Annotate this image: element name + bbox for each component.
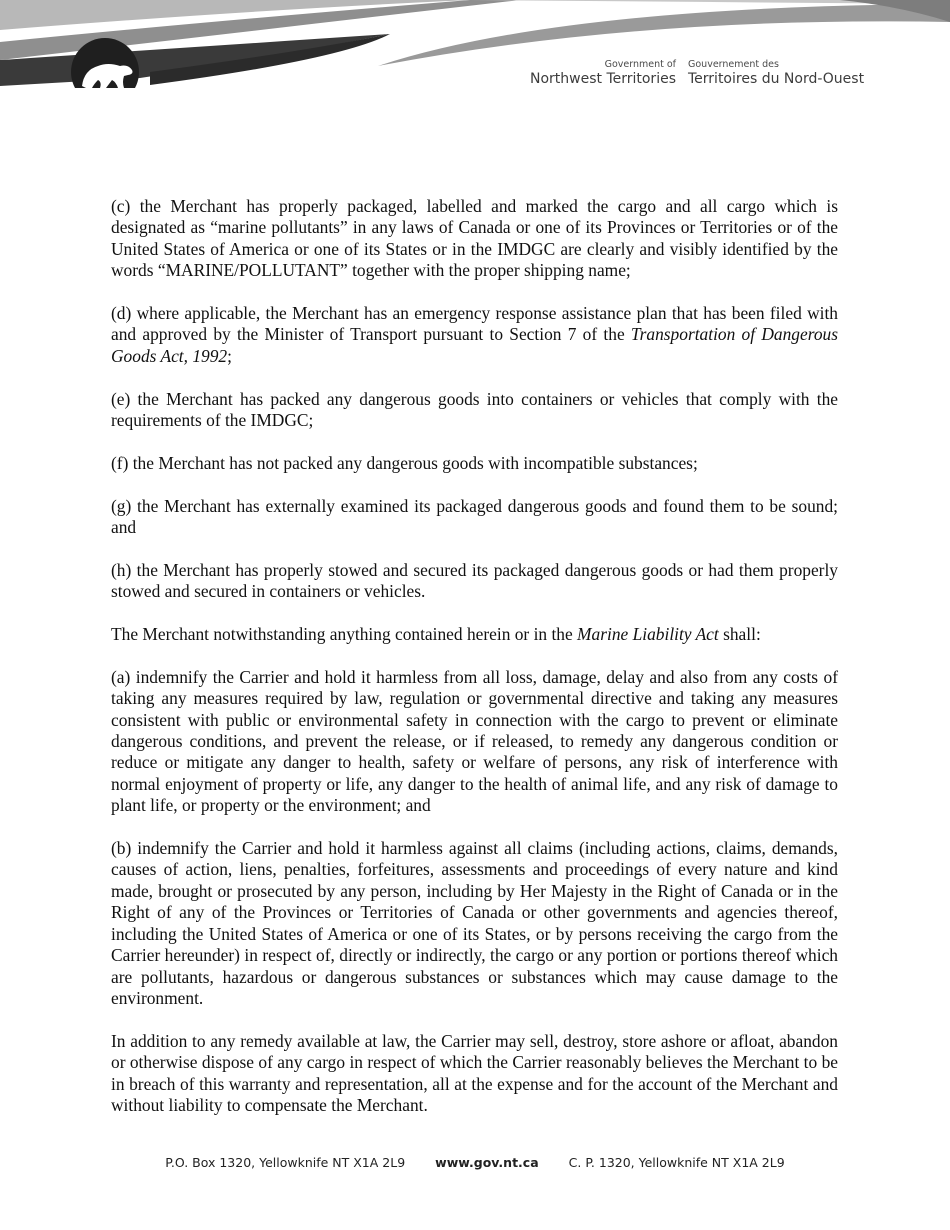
government-name-english [522, 59, 676, 88]
document-body [111, 196, 838, 1138]
page-footer [0, 1155, 950, 1170]
banner-swoosh-right-arc [378, 4, 950, 66]
merchant-shall-act-title: Marine Liability Act [577, 624, 719, 645]
merchant-shall-end: shall: [718, 624, 761, 645]
paragraph-b: (b) indemnify the Carrier and hold it harmless against all claims (including actions, claims, demands, causes of action, liens, penalties, forfeitures, assessments and proceedings of every nature and kind made, brought or prosecuted by any person, including by Her Majesty in the Right of Canada or in the Right of any of the Provinces or Territories of Canada or other governments and agencies thereof, including the United States of America or one of its States, or by persons receiving the cargo from the Carrier hereunder) in respect of, directly or indirectly, the cargo or any portion or portions thereof which are pollutants, hazardous or dangerous substances or substances which may cause damage to the environment. [111, 838, 838, 1008]
paragraph-c: (c) the Merchant has properly packaged, labelled and marked the cargo and all cargo which is designated as “marine pollutants” in any laws of Canada or one of its Provinces or Territories or of the United States of America or one of its States or in the IMDGC are clearly and visibly identified by the words “MARINE/POLLUTANT” together with the proper shipping name; [111, 196, 838, 281]
paragraph-a: (a) indemnify the Carrier and hold it harmless from all loss, damage, delay and also from any costs of taking any measures required by law, regulation or governmental directive and taking any measures consistent with public or environmental safety in connection with the cargo to prevent or eliminate dangerous conditions, and prevent the release, or if released, to remedy any dangerous condition or reduce or mitigate any danger to health, safety or welfare of persons, any risk of interference with normal enjoyment of property or life, any danger to the health of animal life, and any risk of damage to plant life, or property or the environment; and [111, 666, 838, 816]
paragraph-f: (f) the Merchant has not packed any dangerous goods with incompatible substances; [111, 452, 698, 473]
paragraph-g: (g) the Merchant has externally examined its packaged dangerous goods and found them to be sound; and [111, 495, 838, 538]
gov-en-large-text: Northwest Territories [529, 71, 676, 87]
paragraph-merchant-shall [111, 624, 838, 645]
paragraph-d [111, 303, 838, 367]
paragraph-h: (h) the Merchant has properly stowed and secured its packaged dangerous goods or had them properly stowed and secured in containers or vehicles. [111, 559, 838, 602]
government-name-french [688, 59, 888, 88]
gov-en-small-text: Government of [604, 59, 676, 70]
paragraph-d-act-title: Transportation of Dangerous Goods Act, 1992 [111, 324, 838, 366]
footer-address-english: P.O. Box 1320, Yellowknife NT X1A 2L9 [165, 1155, 406, 1170]
gov-fr-large-text: Territoires du Nord-Ouest [688, 71, 865, 87]
merchant-shall-text: The Merchant notwithstanding anything contained herein or in the [111, 624, 578, 645]
paragraph-d-text: (d) where applicable, the Merchant has an emergency response assistance plan that has been filed with and approved by the Minister of Transport pursuant to Section 7 of the [111, 303, 838, 345]
footer-website-link[interactable]: www.gov.nt.ca [435, 1155, 539, 1170]
footer-address-french: C. P. 1320, Yellowknife NT X1A 2L9 [568, 1155, 785, 1170]
gov-fr-small-text: Gouvernement des [688, 59, 779, 70]
paragraph-e: (e) the Merchant has packed any dangerous goods into containers or vehicles that comply with the requirements of the IMDGC; [111, 388, 838, 431]
paragraph-remedy: In addition to any remedy available at law, the Carrier may sell, destroy, store ashore or afloat, abandon or otherwise dispose of any cargo in respect of which the Carrier reasonably believes the Merchant to be in breach of this warranty and representation, all at the expense and for the account of the Merchant and without liability to compensate the Merchant. [111, 1030, 838, 1115]
paragraph-d-end: ; [227, 345, 232, 366]
